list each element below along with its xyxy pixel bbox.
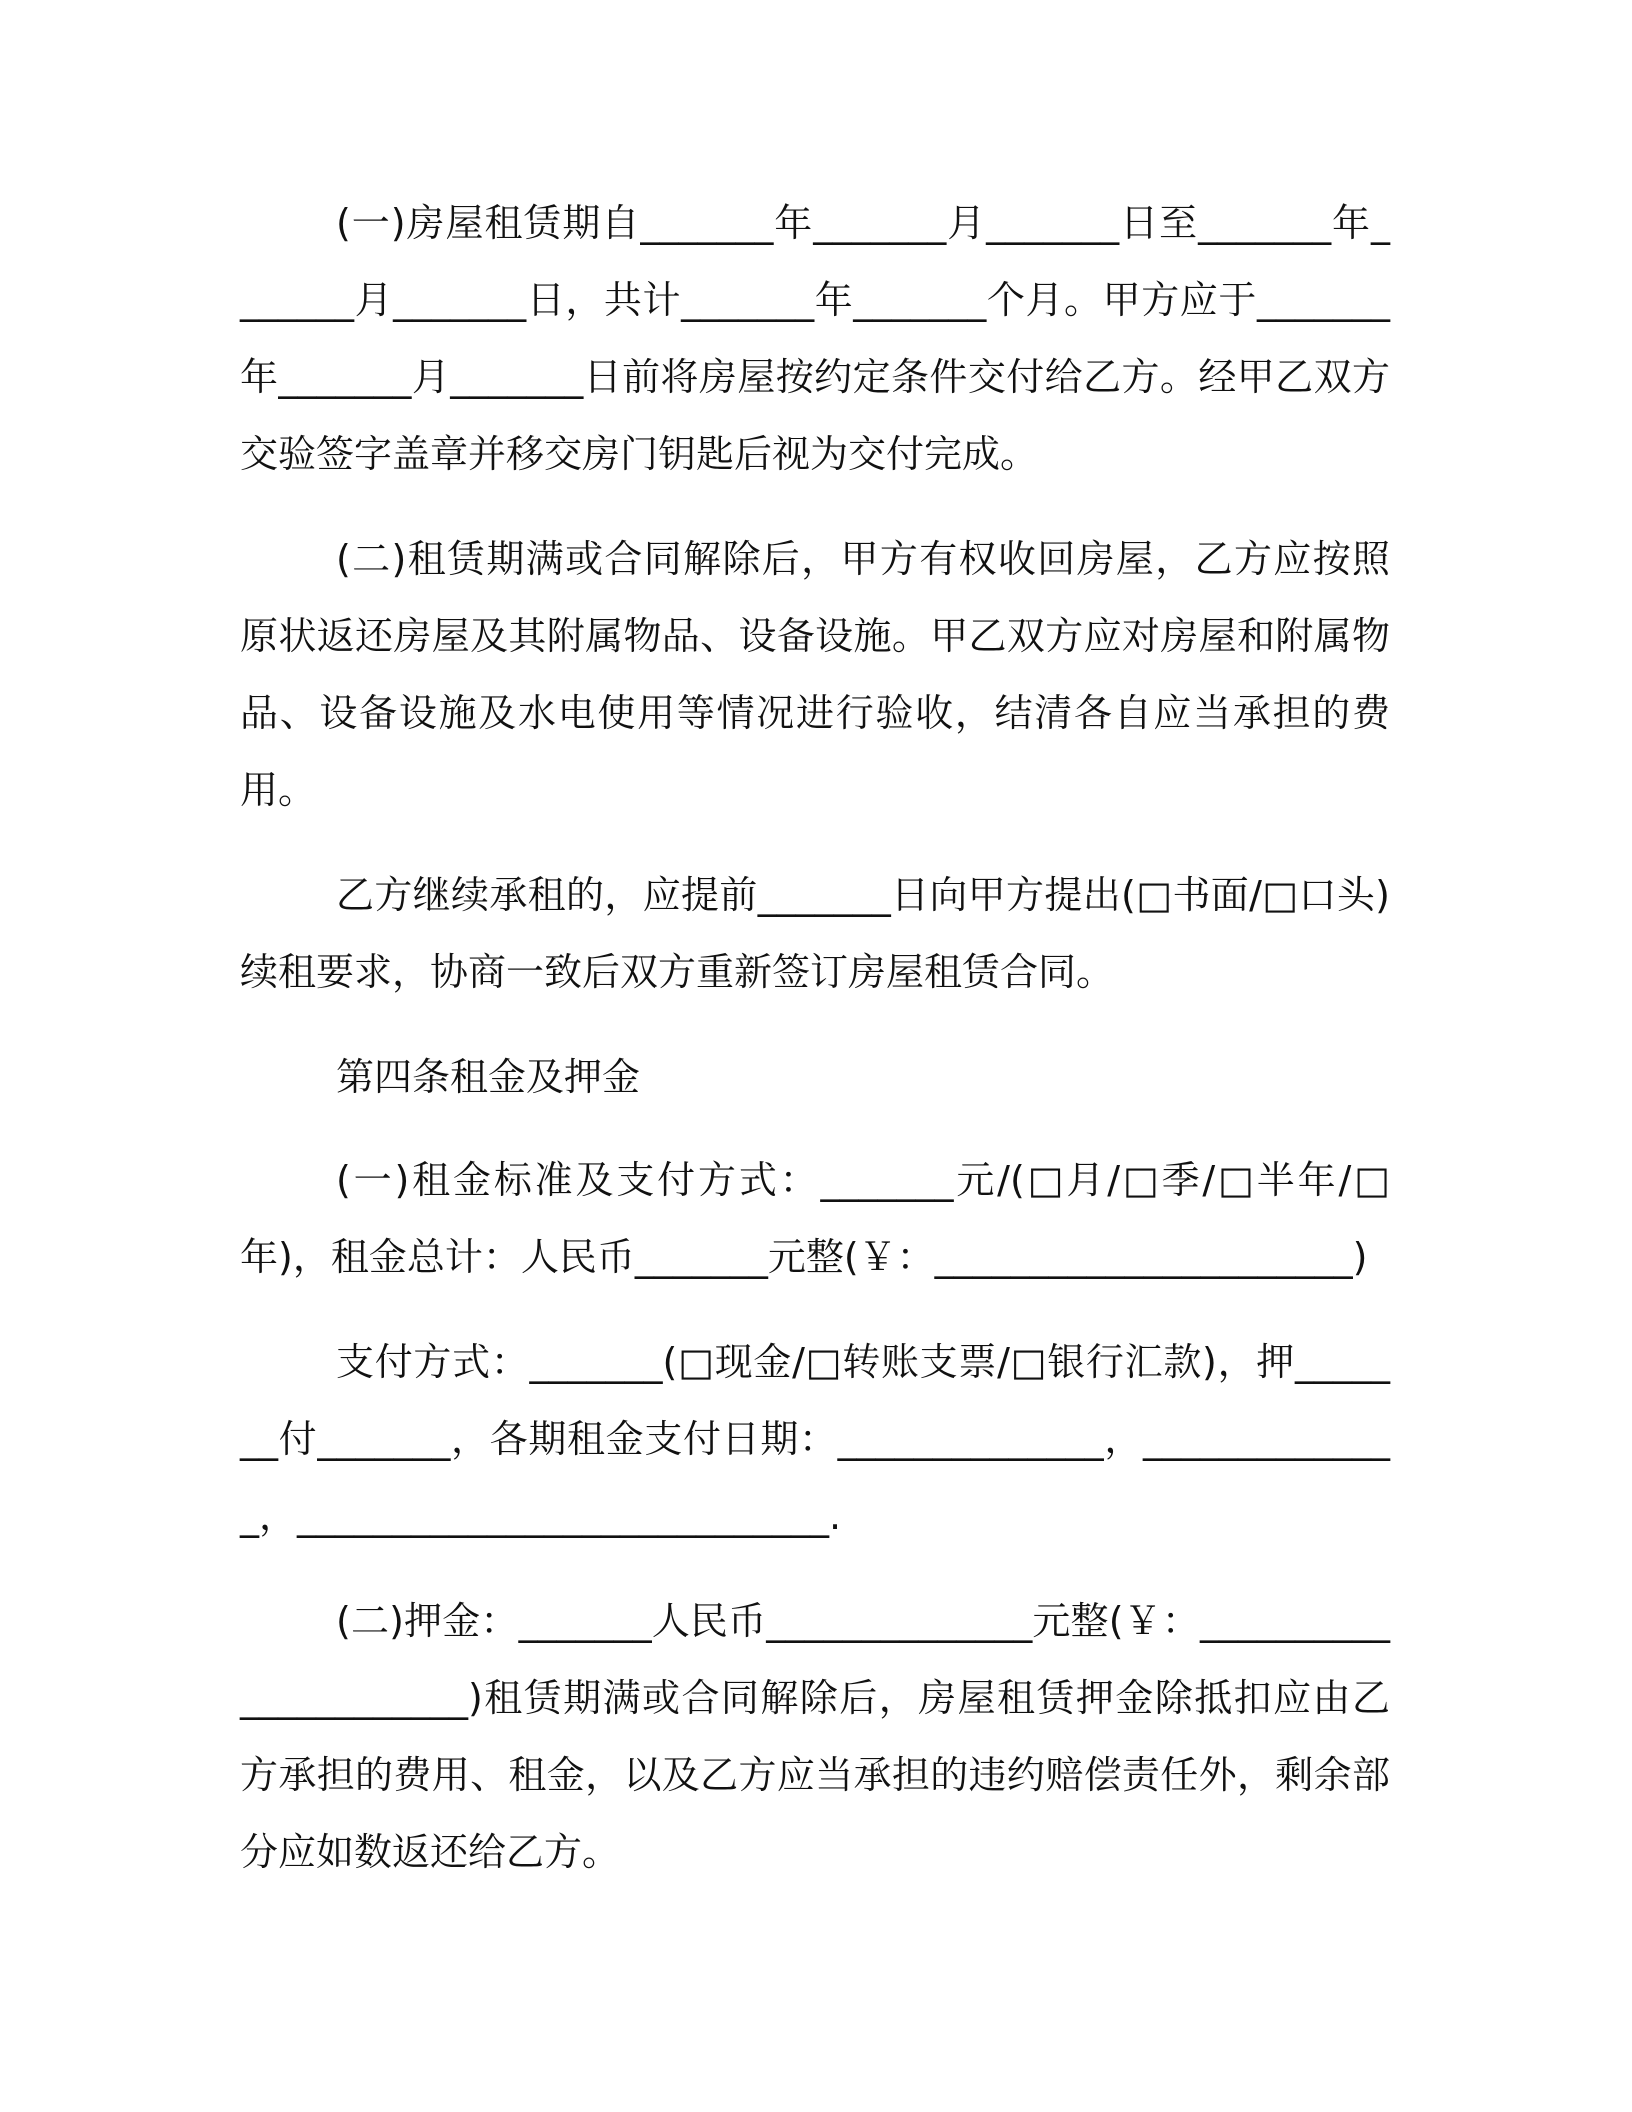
paragraph-deposit: (二)押金：_______人民币______________元整(￥：______________________)租赁期满或合同解除后，房屋租赁押金除抵扣应由乙方承担的费用、租金，以及乙方应当承担的违约赔偿责任外，剩余部分应如数返还给乙方。 xyxy=(240,1599,1390,1874)
paragraph-lease-renewal: 乙方继续承租的，应提前_______日向甲方提出(□书面/□口头)续租要求，协商一致后双方重新签订房屋租赁合同。 xyxy=(240,873,1390,994)
paragraph-lease-end-return: (二)租赁期满或合同解除后，甲方有权收回房屋，乙方应按照原状返还房屋及其附属物品、设备设施。甲乙双方应对房屋和附属物品、设备设施及水电使用等情况进行验收，结清各自应当承担的费用。 xyxy=(240,537,1390,812)
section-heading-rent-deposit: 第四条租金及押金 xyxy=(336,1055,641,1099)
paragraph-rent-standard: (一)租金标准及支付方式：_______元/(□月/□季/□半年/□年)，租金总计：人民币_______元整(￥：______________________) xyxy=(240,1158,1390,1279)
document-body xyxy=(240,185,1390,1919)
paragraph-lease-term: (一)房屋租赁期自_______年_______月_______日至_______年_______月_______日，共计_______年_______个月。甲方应于_______年_______月_______日前将房屋按约定条件交付给乙方。经甲乙双方交验签字盖章并移交房门钥匙后视为交付完成。 xyxy=(240,201,1390,476)
paragraph-payment-method: 支付方式：_______(□现金/□转账支票/□银行汇款)，押_______付_______，各期租金支付日期：______________，______________，____________________________. xyxy=(240,1340,1390,1538)
